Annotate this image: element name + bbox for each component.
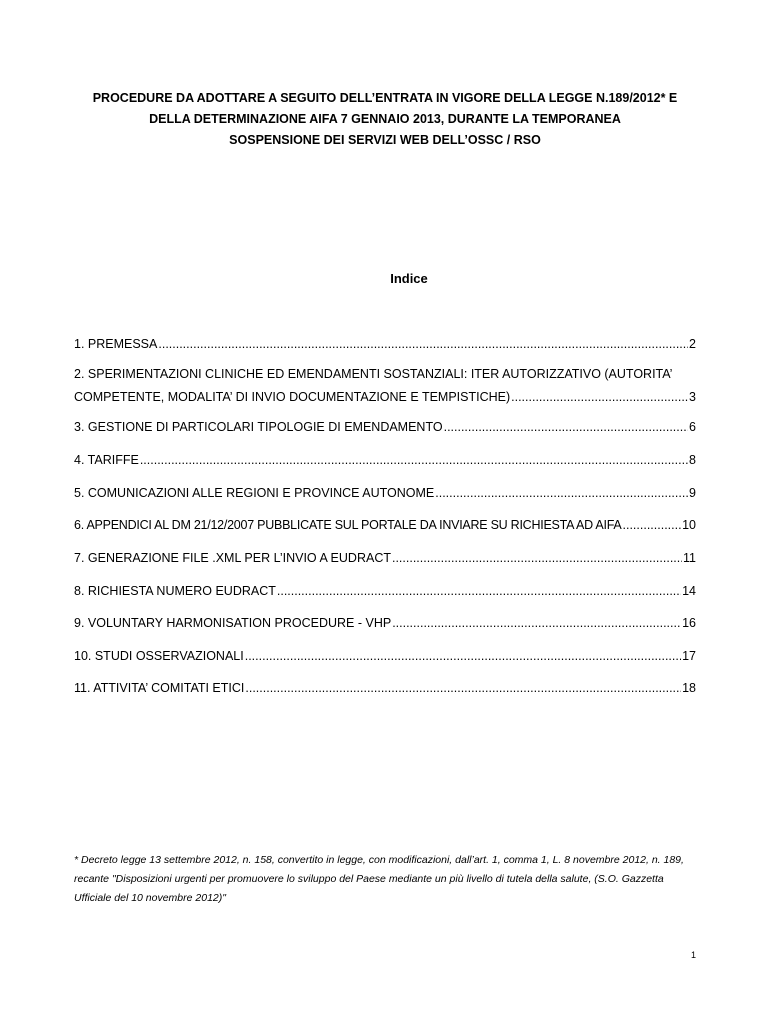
toc-entry-premessa[interactable] bbox=[74, 334, 696, 354]
toc-entry-page: 10 bbox=[682, 518, 696, 532]
title-line: DELLA DETERMINAZIONE AIFA 7 GENNAIO 2013, DURANTE LA TEMPORANEA bbox=[149, 112, 621, 126]
toc-entry-generazione[interactable] bbox=[74, 548, 696, 568]
toc-entry-page: 6 bbox=[689, 420, 696, 434]
footnote: * Decreto legge 13 settembre 2012, n. 158, convertito in legge, con modificazioni, dall’art. 1, comma 1, L. 8 novembre 2012, n. 189, recante "Disposizioni urgenti per promuovere lo sviluppo del Paese mediante un più livello di tutela della salute, (S.O. Gazzetta Ufficiale del 10 novembre 2012)" bbox=[74, 854, 684, 904]
toc-entry-page: 2 bbox=[689, 337, 696, 351]
toc-entry-page: 14 bbox=[682, 584, 696, 598]
toc-entry-vhp[interactable] bbox=[74, 613, 696, 633]
toc-entry-studi[interactable] bbox=[74, 646, 696, 666]
title-line: PROCEDURE DA ADOTTARE A SEGUITO DELL’ENTRATA IN VIGORE DELLA LEGGE N.189/2012* E bbox=[92, 91, 678, 105]
toc-entry-text-first-line: 2. SPERIMENTAZIONI CLINICHE ED EMENDAMENTI SOSTANZIALI: ITER AUTORIZZATIVO (AUTORITA’ bbox=[74, 367, 673, 381]
toc-entry-text: 6. APPENDICI AL DM 21/12/2007 PUBBLICATE SUL PORTALE DA INVIARE SU RICHIESTA AD AIFA bbox=[74, 518, 622, 532]
toc-entry-sperimentazioni[interactable] bbox=[74, 364, 696, 407]
toc-entry-text: 9. VOLUNTARY HARMONISATION PROCEDURE - VHP bbox=[74, 616, 392, 630]
toc-entry-richiesta[interactable] bbox=[74, 581, 696, 601]
toc-entry-text: COMPETENTE, MODALITA’ DI INVIO DOCUMENTAZIONE E TEMPISTICHE) bbox=[74, 390, 511, 404]
title-line: SOSPENSIONE DEI SERVIZI WEB DELL’OSSC / RSO bbox=[229, 133, 541, 147]
toc-entry-text: 8. RICHIESTA NUMERO EUDRACT bbox=[74, 584, 276, 598]
toc-entry-text: 10. STUDI OSSERVAZIONALI bbox=[74, 649, 244, 663]
toc-entry-page: 8 bbox=[689, 453, 696, 467]
toc-entry-page: 17 bbox=[682, 649, 696, 663]
toc-entry-page: 3 bbox=[689, 390, 696, 404]
page-number: 1 bbox=[691, 950, 697, 960]
toc-entry-gestione[interactable] bbox=[74, 417, 696, 437]
toc-entry-text: 1. PREMESSA bbox=[74, 337, 158, 351]
toc-entry-text: 3. GESTIONE DI PARTICOLARI TIPOLOGIE DI EMENDAMENTO bbox=[74, 420, 443, 434]
document-title bbox=[70, 88, 700, 151]
toc-entry-text: 7. GENERAZIONE FILE .XML PER L’INVIO A EUDRACT bbox=[74, 551, 391, 565]
toc-entry-page: 11 bbox=[683, 551, 696, 565]
toc-entry-page: 16 bbox=[682, 616, 696, 630]
toc-entry-text: 11. ATTIVITA’ COMITATI ETICI bbox=[74, 681, 245, 695]
toc-entry-tariffe[interactable] bbox=[74, 450, 696, 470]
index-heading: Indice bbox=[390, 271, 428, 286]
toc-entry-page: 9 bbox=[689, 486, 696, 500]
toc-entry-text: 5. COMUNICAZIONI ALLE REGIONI E PROVINCE AUTONOME bbox=[74, 486, 435, 500]
toc-entry-page: 18 bbox=[682, 681, 696, 695]
toc-entry-attivita[interactable] bbox=[74, 678, 696, 698]
toc-entry-text: 4. TARIFFE bbox=[74, 453, 139, 467]
toc-entry-comunicazioni[interactable] bbox=[74, 483, 696, 503]
toc-entry-appendici[interactable] bbox=[74, 515, 696, 535]
